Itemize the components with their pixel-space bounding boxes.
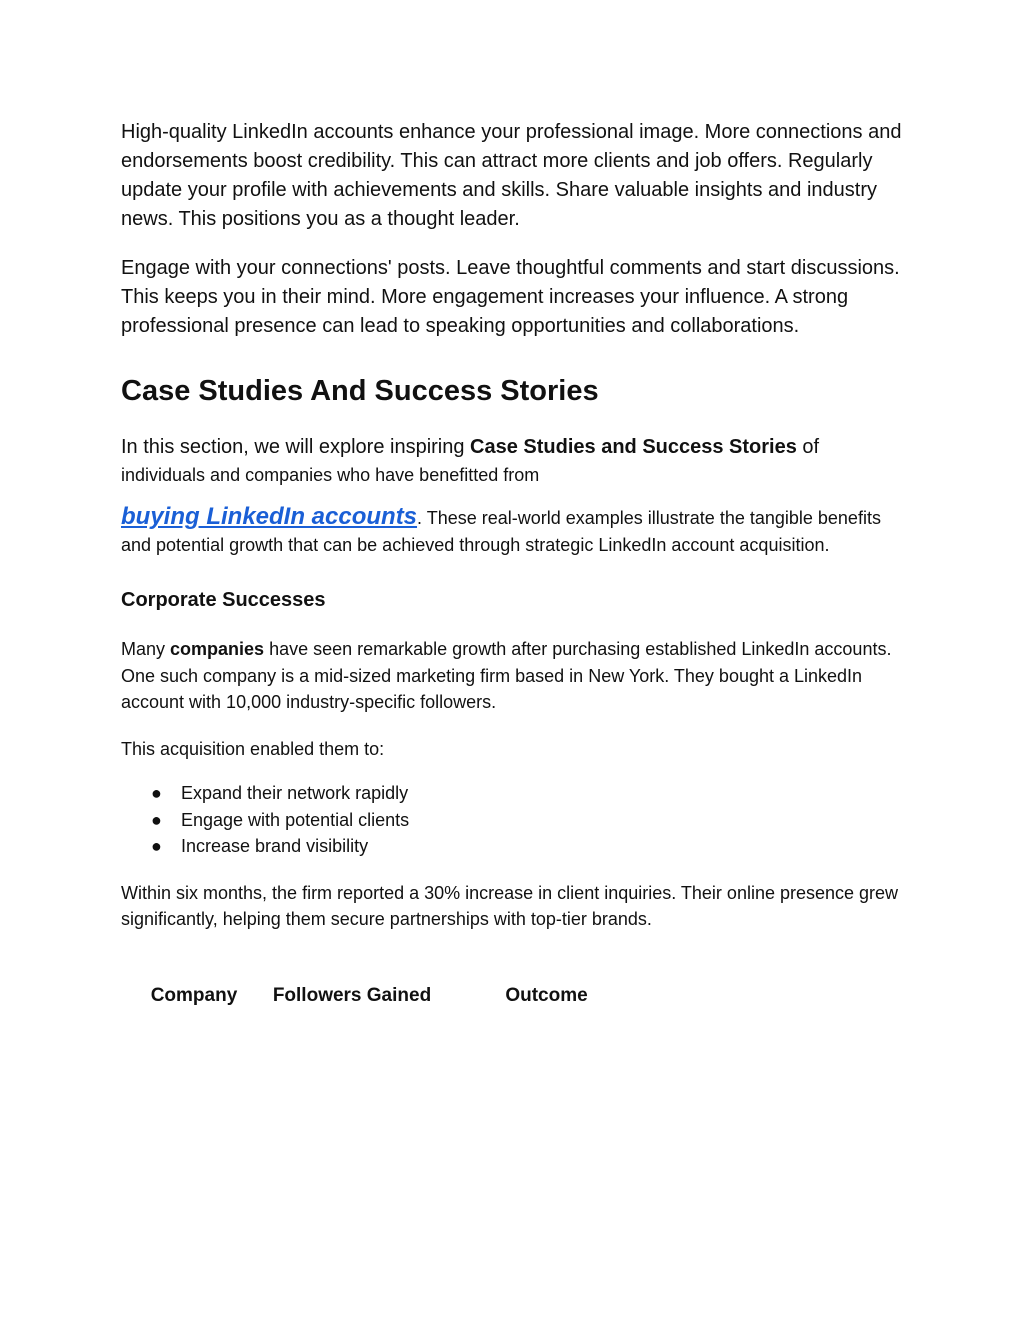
results-table — [123, 983, 654, 1009]
column-header-followers: Followers Gained — [272, 984, 432, 1006]
corporate-para-bold: companies — [170, 639, 265, 659]
benefits-list — [121, 780, 911, 860]
acquisition-intro: This acquisition enabled them to: — [121, 738, 385, 759]
bullet-icon: ● — [151, 809, 162, 830]
column-header-outcome: Outcome — [505, 984, 588, 1006]
bullet-icon: ● — [151, 783, 162, 803]
case-studies-heading: Case Studies And Success Stories — [121, 375, 599, 407]
intro-paragraph-2: Engage with your connections' posts. Leave thoughtful comments and start discussions. This keeps you in their mind. More engagement increases your influence. A strong professional presence can lead to speaking opportunities and collaborations. — [121, 257, 900, 337]
case-studies-intro-rest: individuals and companies who have benefitted from — [121, 465, 540, 485]
case-studies-intro-of: of — [796, 436, 820, 458]
intro-paragraph-1: High-quality LinkedIn accounts enhance your professional image. More connections and endorsements boost credibility. This can attract more clients and job offers. Regularly update your profile with achievements and skills. Share valuable insights and industry news. This positions you as a thought leader. — [121, 121, 902, 230]
corporate-successes-heading: Corporate Successes — [121, 589, 326, 611]
list-item — [121, 807, 911, 834]
case-studies-intro-bold: Case Studies and Success Stories — [470, 436, 797, 458]
corporate-paragraph — [121, 636, 911, 716]
case-studies-intro-lead: In this section, we will explore inspiring — [121, 436, 471, 458]
corporate-para-start: Many — [121, 639, 171, 659]
buying-linkedin-accounts-link[interactable]: buying LinkedIn accounts — [121, 503, 418, 530]
document-page — [121, 118, 911, 1009]
column-header-company: Company — [150, 984, 238, 1006]
table-header-row — [123, 983, 654, 1009]
case-studies-link-paragraph — [121, 504, 911, 558]
list-item-text: Expand their network rapidly — [181, 783, 409, 803]
case-studies-link-after: . These real-world examples illustrate the tangible benefits and potential growth that can be achieved through strategic LinkedIn account acquisition. — [121, 508, 881, 555]
result-paragraph: Within six months, the firm reported a 30% increase in client inquiries. Their online presence grew significantly, helping them secure partnerships with top-tier brands. — [121, 882, 899, 929]
case-studies-intro — [121, 433, 911, 488]
bullet-icon: ● — [151, 836, 162, 856]
corporate-para-rest: have seen remarkable growth after purchasing established LinkedIn accounts. One such company is a mid-sized marketing firm based in New York. They bought a LinkedIn account with 10,000 industry-specific followers. — [121, 639, 892, 712]
list-item-text: Engage with potential clients — [181, 809, 410, 830]
list-item — [121, 833, 911, 860]
list-item — [121, 780, 911, 807]
list-item-text: Increase brand visibility — [181, 836, 369, 856]
